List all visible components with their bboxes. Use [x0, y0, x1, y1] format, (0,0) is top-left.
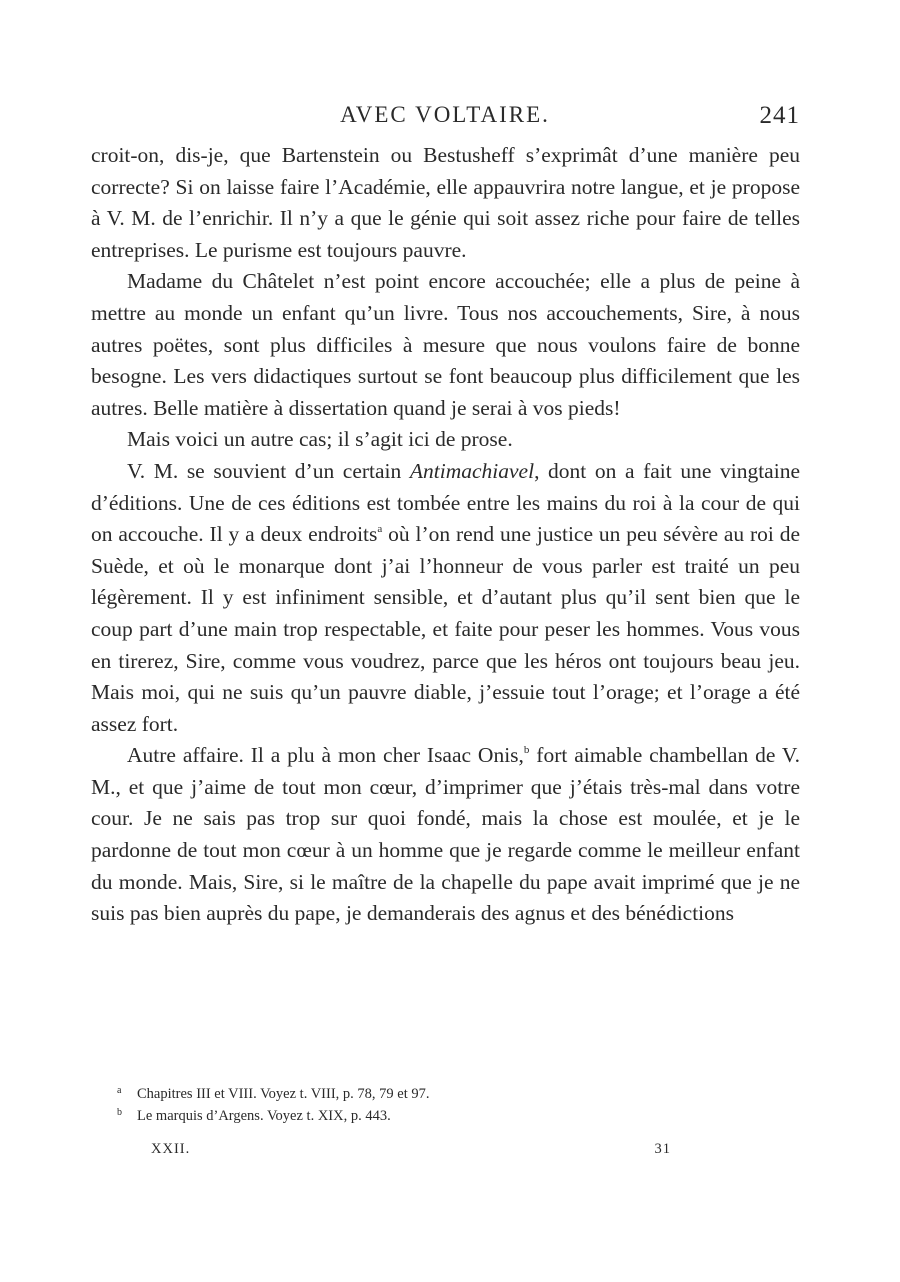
text-run: Autre affaire. Il a plu à mon cher Isaac Onis, [127, 743, 524, 768]
text-run: Madame du Châtelet n’est point encore accouchée; elle a plus de peine à mettre au monde un enfant qu’un livre. Tous nos accouchements, Sire, à nous autres poëtes, sont plus difficiles à mesure que nous voulons faire de bonne besogne. Les vers didactiques surtout se font beaucoup plus difficilement que les autres. Belle matière à dissertation quand je serai à vos pieds! [91, 269, 800, 420]
text-run: Mais voici un autre cas; il s’agit ici de prose. [127, 427, 513, 452]
text-run: , dont on a fait une vingtaine d’éditions. Une de ces éditions est tombée entre les mains du roi à la cour de qui on accouche. Il y a deux endroits [91, 458, 800, 547]
paragraph [91, 424, 800, 456]
footnote-reference: a [377, 523, 383, 536]
volume-signature: XXII. [151, 1141, 191, 1157]
sheet-signature: 31 [654, 1141, 671, 1157]
paragraph [91, 456, 800, 740]
paragraph [91, 140, 800, 266]
footnote-text: Le marquis d’Argens. Voyez t. XIX, p. 443. [137, 1108, 391, 1124]
running-head [90, 102, 800, 136]
text-run: où l’on rend une justice un peu sévère au roi de Suède, et où le monarque dont j’ai l’honneur de vous parler est traité un peu légèrement. Il y est infiniment sensible, et d’autant plus qu’il sent bien que le coup part d’une main trop respectable, et faite pour peser les hommes. Vous vous en tirerez, Sire, comme vous voudrez, parce que les héros ont toujours beau jeu. Mais moi, qui ne suis qu’un pauvre diable, j’essuie tout l’orage; et l’orage a été assez fort. [91, 522, 801, 736]
footnotes [117, 1083, 800, 1127]
page-number: 241 [759, 102, 800, 129]
text-run: fort aimable chambellan de V. M., et que j’aime de tout mon cœur, d’imprimer que j’étais très-mal dans votre cour. Je ne sais pas trop sur quoi fondé, mais la chose est moulée, et je le pardonne de tout mon cœur à un homme que je regarde comme le meilleur enfant du monde. Mais, Sire, si le maître de la chapelle du pape avait imprimé que je ne suis pas bien auprès du pape, je demanderais des agnus et des bénédictions [91, 743, 800, 926]
footnote: a Chapitres III et VIII. Voyez t. VIII, p. 78, 79 et 97. [117, 1085, 430, 1102]
body-text [91, 140, 800, 930]
italic-title: Antimachiavel [409, 458, 535, 483]
paragraph [91, 266, 800, 424]
text-run: V. M. se souvient d’un certain [127, 458, 410, 483]
footnote: b Le marquis d’Argens. Voyez t. XIX, p. 443. [117, 1107, 391, 1124]
footnote-text: Chapitres III et VIII. Voyez t. VIII, p. 78, 79 et 97. [137, 1086, 430, 1102]
signature-line [151, 1141, 671, 1163]
text-run: croit-on, dis-je, que Bartenstein ou Bestusheff s’exprimât d’une manière peu correcte? Si on laisse faire l’Académie, elle appauvrira notre langue, et je propose à V. M. de l’enrichir. Il n’y a que le génie qui soit assez riche pour faire de telles entreprises. Le purisme est toujours pauvre. [91, 143, 800, 262]
paragraph [91, 740, 800, 930]
running-title: AVEC VOLTAIRE. [340, 102, 550, 127]
footnote-reference: b [523, 744, 530, 757]
